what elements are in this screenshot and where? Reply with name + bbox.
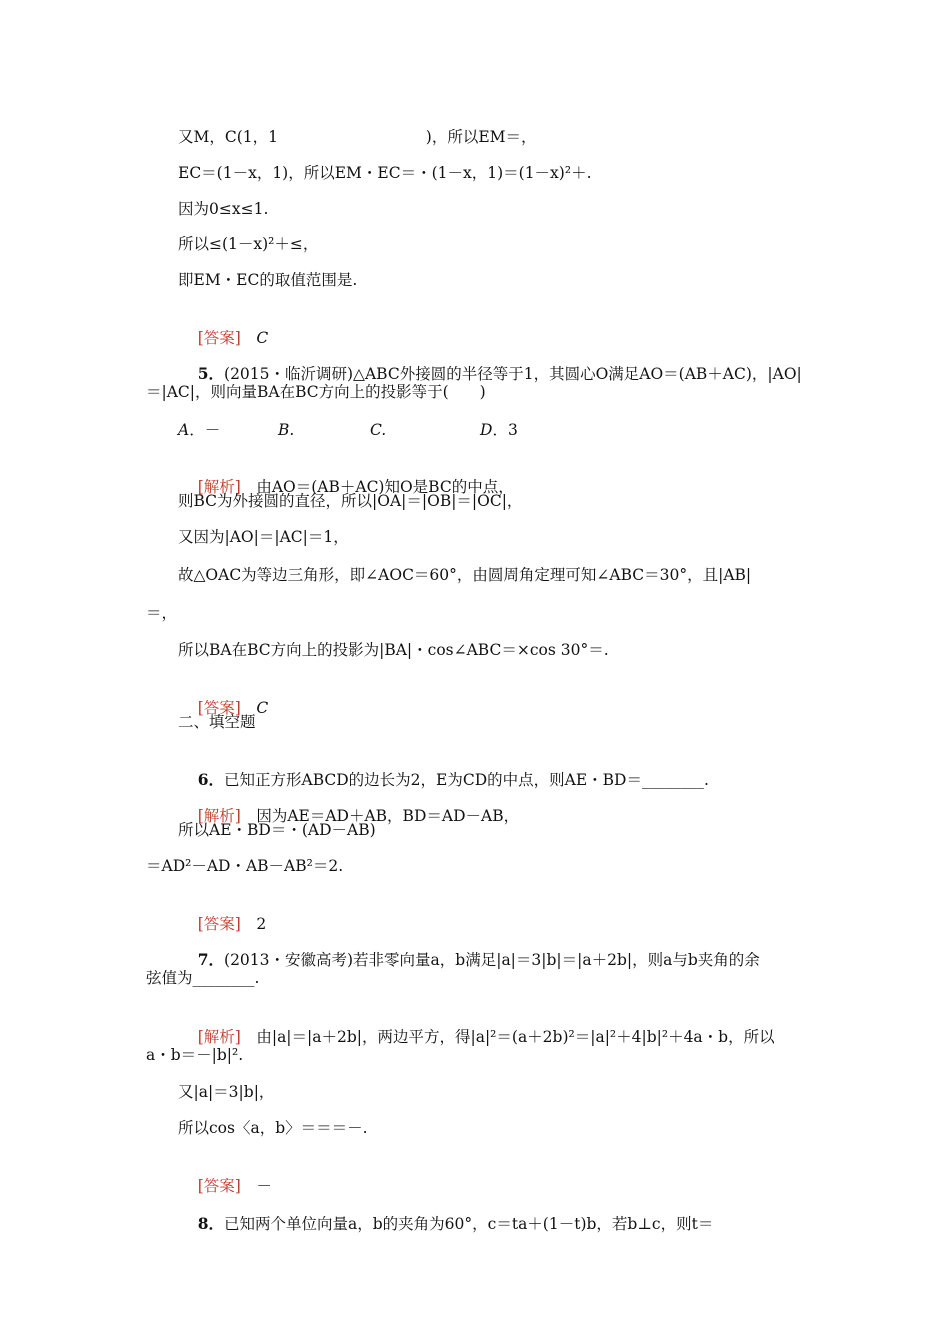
analysis-line: 所以AE・BD＝・(AD－AB) <box>178 821 376 839</box>
question-7 <box>178 927 760 993</box>
question-8 <box>178 1191 713 1257</box>
option-d: D．3 <box>480 421 518 439</box>
question-number: 5． <box>197 364 225 383</box>
analysis-tag: [解析] <box>197 478 241 496</box>
solution-line: 即EM・EC的取值范围是. <box>178 271 358 289</box>
analysis-tag: [解析] <box>197 1028 241 1046</box>
analysis-line: ＝AD²－AD・AB－AB²＝2. <box>146 857 344 875</box>
question-text: 已知正方形ABCD的边长为2，E为CD的中点，则AE・BD＝________. <box>224 771 709 789</box>
analysis-text: 因为AE＝AD＋AB，BD＝AD－AB， <box>256 807 520 825</box>
option-c: C. <box>370 421 387 439</box>
question-number: 8． <box>197 1214 225 1233</box>
answer-tag: [答案] <box>197 329 241 347</box>
solution-line: 因为0≤x≤1. <box>178 200 269 218</box>
option-b: B. <box>278 421 295 439</box>
question-continuation: 弦值为________. <box>146 969 260 987</box>
analysis-line <box>178 1004 775 1070</box>
question-number: 7． <box>197 950 225 969</box>
answer-value: 2 <box>256 915 267 933</box>
solution-line: 又M，C(1，1 )，所以EM＝， <box>178 128 537 146</box>
answer-value: C <box>256 699 269 717</box>
analysis-text: 由|a|＝|a＋2b|，两边平方，得|a|²＝(a＋2b)²＝|a|²＋4|b|²＋4a・b，所以 <box>256 1028 775 1046</box>
section-heading: 二、填空题 <box>178 713 256 731</box>
question-text: (2015・临沂调研)△ABC外接圆的半径等于1，其圆心O满足AO＝(AB＋AC)，|AO| <box>224 365 802 383</box>
analysis-line: ＝， <box>146 604 178 622</box>
analysis-line: 又因为|AO|＝|AC|＝1， <box>178 528 349 546</box>
question-number: 6． <box>197 770 225 789</box>
question-text: (2013・安徽高考)若非零向量a，b满足|a|＝3|b|＝|a＋2b|，则a与b夹角的余 <box>224 951 760 969</box>
analysis-line: 则BC为外接圆的直径，所以|OA|＝|OB|＝|OC|， <box>178 492 523 510</box>
question-text: 已知两个单位向量a，b的夹角为60°，c＝ta＋(1－t)b，若b⊥c，则t＝ <box>224 1215 714 1233</box>
analysis-line: 故△OAC为等边三角形，即∠AOC＝60°，由圆周角定理可知∠ABC＝30°，且|AB| <box>178 566 752 584</box>
analysis-text: 由AO＝(AB＋AC)知O是BC的中点， <box>256 478 514 496</box>
answer-value: － <box>256 1177 272 1195</box>
solution-line: EC＝(1－x，1)，所以EM・EC＝・(1－x，1)＝(1－x)²＋. <box>178 164 592 182</box>
solution-line: 所以≤(1－x)²＋≤， <box>178 235 319 253</box>
analysis-line: 所以BA在BC方向上的投影为|BA|・cos∠ABC＝×cos 30°＝. <box>178 641 609 659</box>
question-continuation: ＝|AC|，则向量BA在BC方向上的投影等于( ) <box>146 383 486 401</box>
answer-value: C <box>256 329 269 347</box>
analysis-line: 所以cos〈a，b〉＝＝＝－. <box>178 1119 368 1137</box>
answer-tag: [答案] <box>197 699 241 717</box>
option-a: A．－ <box>178 421 221 439</box>
answer-tag: [答案] <box>197 915 241 933</box>
analysis-tag: [解析] <box>197 807 241 825</box>
analysis-line: a・b＝－|b|². <box>146 1046 244 1064</box>
answer-tag: [答案] <box>197 1177 241 1195</box>
analysis-line: 又|a|＝3|b|， <box>178 1083 275 1101</box>
